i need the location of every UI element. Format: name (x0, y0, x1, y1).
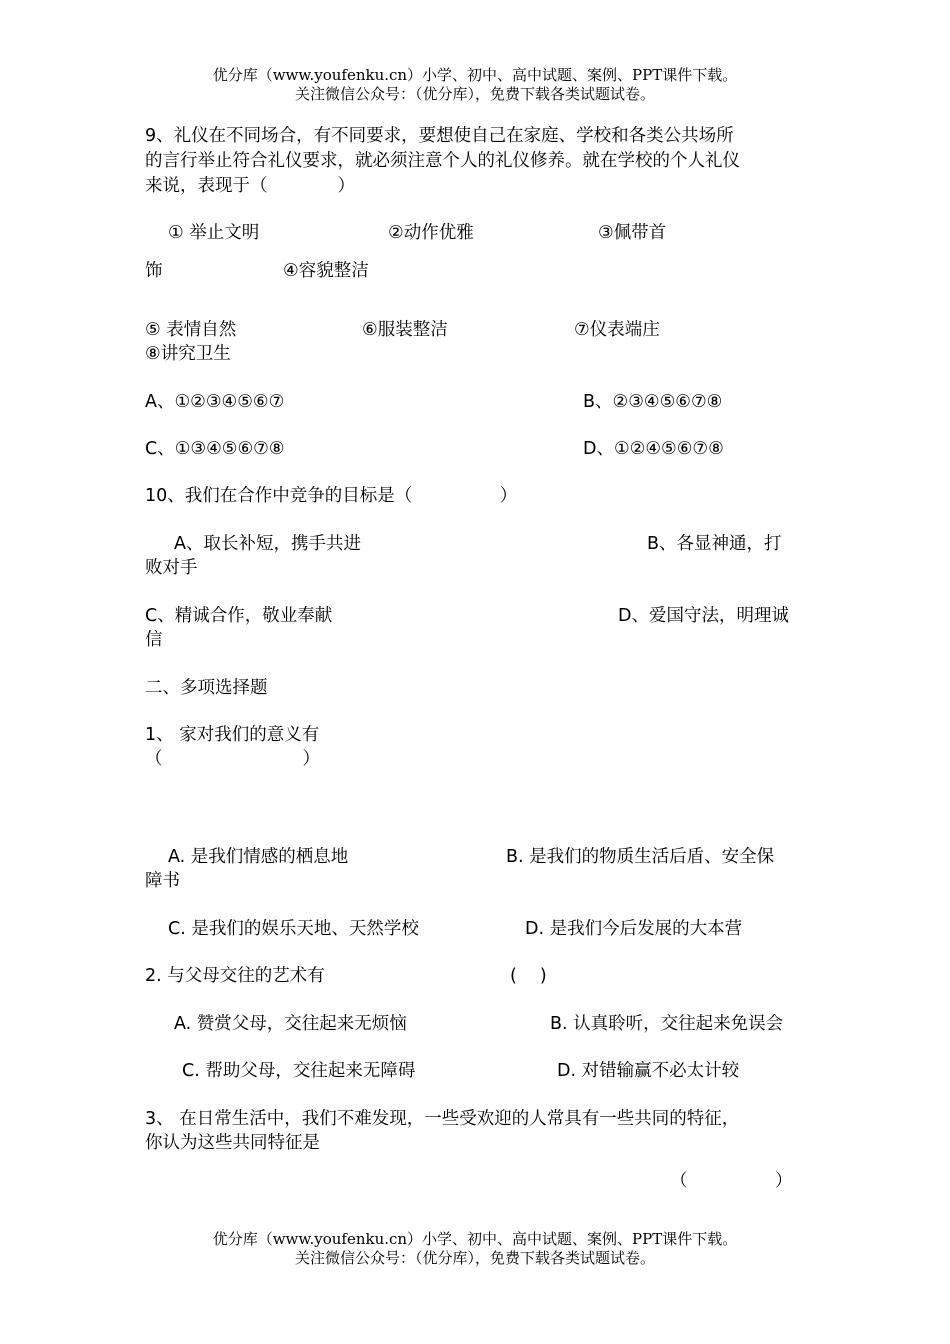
q9-stem-line-3: 来说，表现于（ ） (145, 176, 355, 196)
m1-answer-paren: （ ） (145, 749, 320, 769)
q9-stem-line-1: 9、礼仪在不同场合，有不同要求，要想使自己在家庭、学校和各类公共场所 (145, 126, 734, 146)
m3-answer-paren: （ ） (670, 1171, 793, 1191)
footer-line-1: 优分库（www.youfenku.cn）小学、初中、高中试题、案例、PPT课件下载。 (212, 1230, 738, 1248)
q9-option-a: A、①②③④⑤⑥⑦ (145, 392, 285, 412)
q9-item-3: ③佩带首 (598, 223, 667, 243)
q10-option-b-wrap: 败对手 (145, 558, 198, 578)
m3-stem-line-2: 你认为这些共同特征是 (145, 1133, 320, 1153)
q9-item-3-wrap: 饰 (145, 261, 163, 281)
q9-option-b: B、②③④⑤⑥⑦⑧ (583, 392, 723, 412)
m1-option-c: C. 是我们的娱乐天地、天然学校 (168, 919, 419, 939)
q9-option-c: C、①③④⑤⑥⑦⑧ (145, 439, 285, 459)
m1-stem: 1、 家对我们的意义有 (145, 725, 320, 745)
q10-option-d: D、爱国守法，明理诚 (618, 606, 789, 626)
m2-stem: 2. 与父母交往的艺术有 (145, 966, 325, 986)
q9-item-4: ④容貌整洁 (283, 261, 369, 281)
q9-item-5: ⑤ 表情自然 (145, 320, 237, 340)
q10-option-b: B、各显神通，打 (647, 534, 782, 554)
section-2-title: 二、多项选择题 (145, 678, 268, 698)
m1-option-b: B. 是我们的物质生活后盾、安全保 (506, 847, 775, 867)
m3-stem-line-1: 3、 在日常生活中，我们不难发现，一些受欢迎的人常具有一些共同的特征， (145, 1109, 740, 1129)
q9-item-1: ① 举止文明 (168, 223, 260, 243)
q10-option-a: A、取长补短，携手共进 (174, 534, 361, 554)
m2-option-d: D. 对错输赢不必太计较 (557, 1061, 740, 1081)
m2-answer-paren: ( ) (510, 966, 547, 986)
m2-option-c: C. 帮助父母，交往起来无障碍 (182, 1061, 416, 1081)
q10-stem: 10、我们在合作中竞争的目标是（ ） (145, 486, 518, 506)
footer-line-2: 关注微信公众号：（优分库），免费下载各类试题试卷。 (294, 1249, 655, 1267)
m2-option-a: A. 赞赏父母，交往起来无烦恼 (174, 1014, 407, 1034)
q10-option-c: C、精诚合作，敬业奉献 (145, 606, 333, 626)
q9-item-8: ⑧讲究卫生 (145, 344, 231, 364)
m2-option-b: B. 认真聆听，交往起来免误会 (550, 1014, 784, 1034)
m1-option-d: D. 是我们今后发展的大本营 (525, 919, 743, 939)
q9-item-6: ⑥服装整洁 (362, 320, 448, 340)
q10-option-d-wrap: 信 (145, 630, 163, 650)
m1-option-b-wrap: 障书 (145, 871, 180, 891)
header-line-2: 关注微信公众号：（优分库），免费下载各类试题试卷。 (294, 85, 655, 103)
m1-option-a: A. 是我们情感的栖息地 (168, 847, 349, 867)
q9-stem-line-2: 的言行举止符合礼仪要求，就必须注意个人的礼仪修养。就在学校的个人礼仪 (145, 151, 740, 171)
q9-option-d: D、①②④⑤⑥⑦⑧ (583, 439, 724, 459)
q9-item-7: ⑦仪表端庄 (574, 320, 660, 340)
header-line-1: 优分库（www.youfenku.cn）小学、初中、高中试题、案例、PPT课件下载。 (212, 66, 738, 84)
q9-item-2: ②动作优雅 (388, 223, 474, 243)
